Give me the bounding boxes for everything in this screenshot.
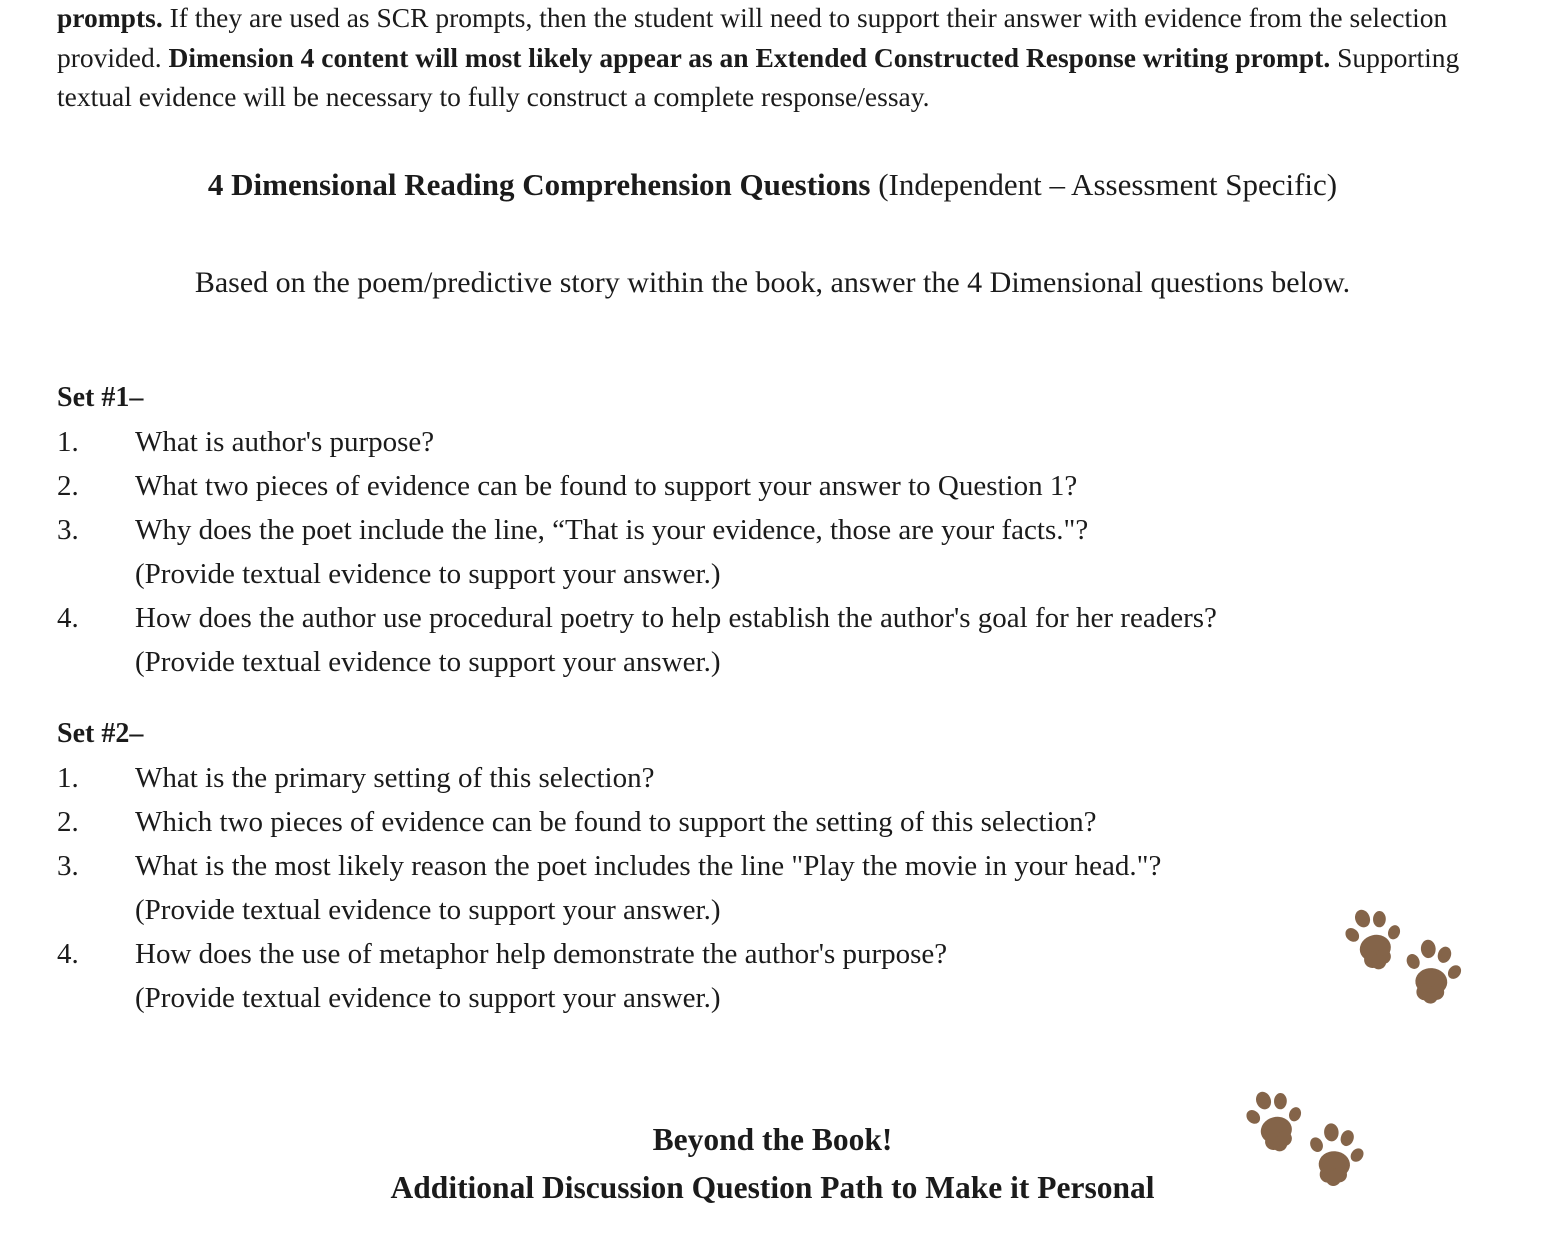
question-sets bbox=[57, 376, 1481, 1020]
question-text: Which two pieces of evidence can be found to support the setting of this selection? bbox=[135, 806, 1097, 838]
set-2-question-4 bbox=[57, 932, 1481, 1020]
question-text: What two pieces of evidence can be found to support your answer to Question 1? bbox=[135, 470, 1078, 502]
question-note: (Provide textual evidence to support your answer.) bbox=[135, 558, 721, 590]
intro-body-2: Supporting textual evidence will be necessary to fully construct a complete response/essay. bbox=[57, 41, 1460, 112]
question-text-wrap bbox=[135, 464, 1481, 508]
question-text: Why does the poet include the line, “That is your evidence, those are your facts."? bbox=[135, 514, 1089, 546]
set-1-question-3 bbox=[57, 508, 1481, 596]
question-number: 3. bbox=[57, 514, 79, 546]
paw-print-icon bbox=[1400, 936, 1465, 1008]
question-text-wrap bbox=[135, 800, 1481, 844]
set-2-title: Set #2– bbox=[57, 718, 144, 749]
question-text: How does the use of metaphor help demonstrate the author's purpose? bbox=[135, 938, 948, 970]
set-2-question-1 bbox=[57, 756, 1481, 800]
question-text: How does the author use procedural poetry to help establish the author's goal for her readers? bbox=[135, 602, 1217, 634]
question-note: (Provide textual evidence to support your answer.) bbox=[135, 982, 721, 1014]
question-number: 4. bbox=[57, 602, 79, 634]
intro-paragraph bbox=[57, 0, 1481, 117]
question-note: (Provide textual evidence to support your answer.) bbox=[135, 894, 721, 926]
question-text-wrap bbox=[135, 844, 1481, 932]
set-2-question-3 bbox=[57, 844, 1481, 932]
set-1-question-4 bbox=[57, 596, 1481, 684]
question-number: 2. bbox=[57, 470, 79, 502]
question-text-wrap bbox=[135, 508, 1481, 596]
question-text: What is author's purpose? bbox=[135, 426, 435, 458]
intro-bold-mid: Dimension 4 content will most likely appear as an Extended Constructed Response writing prompt. bbox=[168, 41, 1331, 73]
question-text-wrap bbox=[135, 932, 1481, 1020]
question-text-wrap bbox=[135, 420, 1481, 464]
question-number: 1. bbox=[57, 426, 79, 458]
footer-title: Beyond the Book! bbox=[652, 1122, 893, 1157]
paw-print-icon bbox=[1304, 1119, 1367, 1191]
intro-body-1: If they are used as SCR prompts, then the student will need to support their answer with evidence from the selection provided. bbox=[57, 2, 1448, 73]
section-heading-regular: (Independent – Assessment Specific) bbox=[870, 167, 1338, 202]
question-set-1 bbox=[57, 376, 1481, 684]
set-2-question-2 bbox=[57, 800, 1481, 844]
set-1-question-2 bbox=[57, 464, 1481, 508]
section-heading bbox=[0, 160, 1545, 210]
question-text: What is the primary setting of this selection? bbox=[135, 762, 655, 794]
question-note: (Provide textual evidence to support your answer.) bbox=[135, 646, 721, 678]
set-1-question-1 bbox=[57, 420, 1481, 464]
instruction-line: Based on the poem/predictive story within the book, answer the 4 Dimensional questions below. bbox=[194, 266, 1351, 299]
question-text: What is the most likely reason the poet includes the line "Play the movie in your head."? bbox=[135, 850, 1162, 882]
question-text-wrap bbox=[135, 756, 1481, 800]
section-heading-bold: 4 Dimensional Reading Comprehension Questions bbox=[207, 167, 871, 202]
intro-bold-lead: prompts. bbox=[57, 2, 163, 33]
question-text-wrap bbox=[135, 596, 1481, 684]
question-number: 2. bbox=[57, 806, 79, 838]
set-1-title: Set #1– bbox=[57, 382, 144, 413]
question-number: 4. bbox=[57, 938, 79, 970]
question-set-2 bbox=[57, 712, 1481, 1020]
footer-subtitle: Additional Discussion Question Path to Make it Personal bbox=[390, 1170, 1155, 1205]
question-number: 1. bbox=[57, 762, 79, 794]
question-number: 3. bbox=[57, 850, 79, 882]
